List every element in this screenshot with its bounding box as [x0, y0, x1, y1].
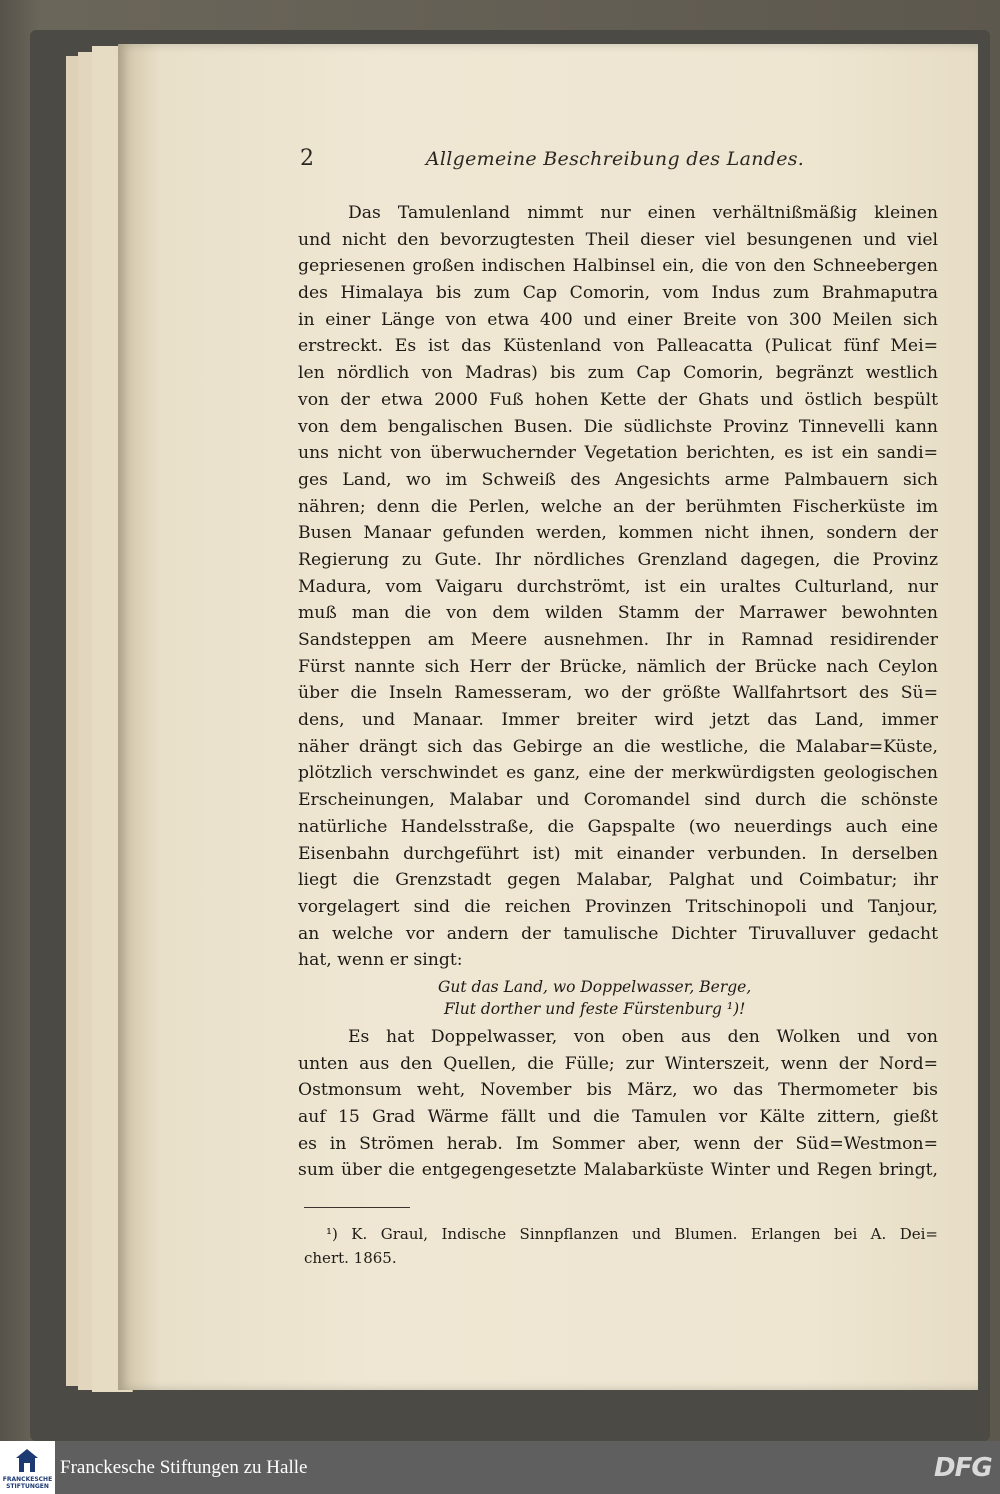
- text-line: nähren; denn die Perlen, welche an der berühmten Fischerküste im: [298, 496, 938, 517]
- text-line: des Himalaya bis zum Cap Comorin, vom Indus zum Brahmaputra: [298, 283, 938, 304]
- text-line: gepriesenen großen indischen Halbinsel ein, die von den Schneebergen: [298, 256, 938, 277]
- verse-line: Flut dorther und feste Fürstenburg ¹)!: [444, 999, 746, 1018]
- page-number: 2: [300, 146, 314, 171]
- text-line: Es hat Doppelwasser, von oben aus den Wolken und von: [348, 1026, 938, 1047]
- text-line: in einer Länge von etwa 400 und einer Breite von 300 Meilen sich: [298, 309, 938, 330]
- text-line: an welche vor andern der tamulische Dichter Tiruvalluver gedacht: [298, 923, 938, 944]
- logo-text: FRANCKESCHE: [2, 1476, 53, 1483]
- running-header: [300, 146, 940, 174]
- text-line: Regierung zu Gute. Ihr nördliches Grenzland dagegen, die Provinz: [298, 549, 938, 570]
- text-line: näher drängt sich das Gebirge an die westliche, die Malabar=Küste,: [298, 736, 938, 757]
- text-line: Erscheinungen, Malabar und Coromandel sind durch die schönste: [298, 790, 938, 811]
- text-line: liegt die Grenzstadt gegen Malabar, Palghat und Coimbatur; ihr: [298, 870, 938, 891]
- text-line: Sandsteppen am Meere ausnehmen. Ihr in Ramnad residirender: [298, 630, 938, 650]
- institution-name[interactable]: Franckesche Stiftungen zu Halle: [60, 1457, 308, 1478]
- text-line: über die Inseln Ramesseram, wo der größte Wallfahrtsort des Sü=: [298, 683, 938, 704]
- text-line: len nördlich von Madras) bis zum Cap Comorin, begränzt westlich: [298, 363, 938, 384]
- text-line: unten aus den Quellen, die Fülle; zur Winterszeit, wenn der Nord=: [298, 1053, 938, 1074]
- footnote-line: ¹) K. Graul, Indische Sinnpflanzen und Blumen. Erlangen bei A. Dei=: [326, 1225, 938, 1243]
- text-line: plötzlich verschwindet es ganz, eine der merkwürdigsten geologischen: [298, 763, 938, 784]
- building-icon: [16, 1449, 38, 1473]
- text-line: hat, wenn er singt:: [298, 950, 463, 971]
- text-line: auf 15 Grad Wärme fällt und die Tamulen vor Kälte zittern, gießt: [298, 1107, 938, 1127]
- text-line: sum über die entgegengesetzte Malabarküste Winter und Regen bringt,: [298, 1160, 938, 1181]
- text-line: Eisenbahn durchgeführt ist) mit einander verbunden. In derselben: [298, 843, 938, 864]
- text-line: natürliche Handelsstraße, die Gapspalte (wo neuerdings auch eine: [298, 816, 938, 837]
- verse-line: Gut das Land, wo Doppelwasser, Berge,: [438, 977, 752, 996]
- text-line: und nicht den bevorzugtesten Theil dieser viel besungenen und viel: [298, 229, 938, 250]
- text-line: uns nicht von überwuchernder Vegetation berichten, es ist ein sandi=: [298, 443, 938, 464]
- footnote-line: chert. 1865.: [304, 1249, 397, 1267]
- institution-logo[interactable]: [0, 1441, 55, 1494]
- body-text: [298, 200, 938, 1184]
- footnote: [304, 1222, 938, 1270]
- text-line: Madura, vom Vaigaru durchströmt, ist ein uraltes Culturland, nur: [298, 576, 938, 597]
- dfg-logo[interactable]: DFG: [934, 1453, 992, 1483]
- text-line: ges Land, wo im Schweiß des Angesichts arme Palmbauern sich: [298, 469, 938, 490]
- running-title: Allgemeine Beschreibung des Landes.: [425, 148, 805, 170]
- text-line: Ostmonsum weht, November bis März, wo das Thermometer bis: [298, 1080, 938, 1101]
- text-line: muß man die von dem wilden Stamm der Marrawer bewohnten: [298, 603, 938, 624]
- text-line: Das Tamulenland nimmt nur einen verhältnißmäßig kleinen: [348, 203, 938, 223]
- text-line: Fürst nannte sich Herr der Brücke, nämlich der Brücke nach Ceylon: [298, 656, 938, 677]
- text-line: von der etwa 2000 Fuß hohen Kette der Ghats und östlich bespült: [298, 389, 938, 410]
- text-line: Busen Manaar gefunden werden, kommen nicht ihnen, sondern der: [298, 523, 938, 544]
- footnote-rule: [304, 1207, 410, 1208]
- text-line: von dem bengalischen Busen. Die südlichste Provinz Tinnevelli kann: [298, 416, 938, 437]
- text-line: dens, und Manaar. Immer breiter wird jetzt das Land, immer: [298, 710, 938, 731]
- text-line: es in Strömen herab. Im Sommer aber, wenn der Süd=Westmon=: [298, 1133, 938, 1154]
- text-line: vorgelagert sind die reichen Provinzen Tritschinopoli und Tanjour,: [298, 896, 938, 917]
- logo-text: STIFTUNGEN: [6, 1483, 49, 1490]
- text-line: erstreckt. Es ist das Küstenland von Palleacatta (Pulicat fünf Mei=: [298, 336, 938, 357]
